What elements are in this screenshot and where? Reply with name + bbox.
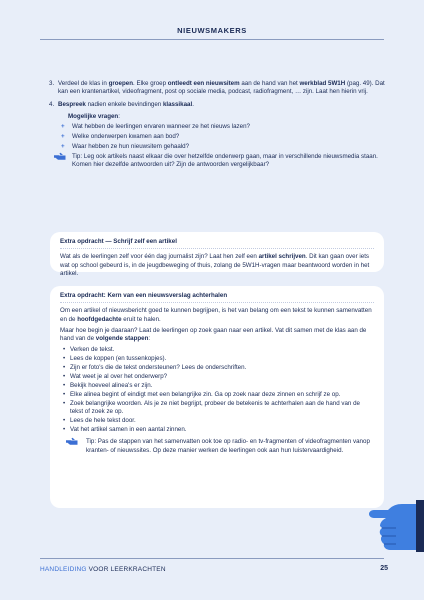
questions-heading-bold: Mogelijke vragen <box>68 112 119 120</box>
footer-label-rest: VOOR LEERKRACHTEN <box>88 566 166 573</box>
list-item: • Lees de hele tekst door. <box>70 417 374 425</box>
list-item: • Elke alinea begint of eindigt met een belangrijke zin. Ga op zoek naar deze zinnen en schrijf ze op. <box>70 391 374 399</box>
footer-label <box>40 566 166 573</box>
box-text: Maar hoe begin je daaraan? Laat de leerlingen op zoek gaan naar een artikel. Vat dit samen met de klas aan de hand van de <box>60 326 367 343</box>
box-divider <box>60 248 374 249</box>
list-item: • Wat weet je al over het onderwerp? <box>70 373 374 381</box>
footer-label-accent: HANDLEIDING <box>40 566 89 573</box>
list-item: + Welke onderwerpen kwamen aan bod? <box>72 133 388 141</box>
step-bold: Bespreek <box>58 100 86 108</box>
step-number: 4. <box>49 100 55 108</box>
header-title: NIEUWSMAKERS <box>177 26 247 35</box>
list-item: + Wat hebben de leerlingen ervaren wanneer ze het nieuws lazen? <box>72 123 388 131</box>
step-bold: groepen <box>108 80 133 87</box>
tip-note <box>60 438 374 455</box>
list-item: • Zijn er foto's die de tekst ondersteunen? Lees de onderschriften. <box>70 364 374 372</box>
list-item: • Bekijk hoeveel alinea's er zijn. <box>70 382 374 390</box>
step-text: aan de hand van het <box>239 80 300 87</box>
list-item: • Verken de tekst. <box>70 346 374 354</box>
steps-list <box>60 346 374 434</box>
box-text: Wat als de leerlingen zelf voor één dag journalist zijn? Laat hen zelf een <box>60 253 259 261</box>
questions-list <box>58 123 388 151</box>
step-number: 3. <box>49 80 55 87</box>
step-text: nadien enkele bevindingen <box>85 100 163 108</box>
step-text: Verdeel de klas in <box>58 80 109 87</box>
box-text: . Dit kan gaan over iets wat op school gebeurd is, in de jeugdbeweging of thuis, zolang de 5W1H-vragen maar beantwoord worden in het artikel. <box>60 253 370 277</box>
box-paragraph <box>60 307 374 324</box>
box-text: Om een artikel of nieuwsbericht goed te kunnen begrijpen, is het van belang om een tekst te kunnen samenvatten en de <box>60 307 372 323</box>
box-text: : <box>148 335 151 343</box>
step-text: (pag. 49). Dat kan een krantenartikel, videofragment, post op sociale media, podcast, radiofragment, … zijn. Laat hen hierin vrij. <box>58 80 385 96</box>
box-paragraph <box>60 327 374 344</box>
extra-assignment-box-core-of-news <box>50 286 384 508</box>
step-bold: werkblad 5W1H <box>299 80 346 87</box>
header-divider <box>40 39 384 40</box>
step-3 <box>49 80 388 97</box>
box-bold: hoofdgedachte <box>77 315 122 323</box>
list-item: • Zoek belangrijke woorden. Als je ze niet begrijpt, probeer de betekenis te achterhalen aan de hand van de tekst of zoek ze op. <box>70 400 374 417</box>
step-bold: klassikaal <box>162 100 193 108</box>
large-pointing-hand-icon <box>352 490 424 552</box>
list-item: • Lees de koppen (en tussenkopjes). <box>70 355 374 363</box>
questions-heading-colon: : <box>118 112 120 120</box>
pointing-hand-icon <box>54 152 66 161</box>
step-bold: ontleedt een nieuwsitem <box>167 80 240 87</box>
box-text: eruit te halen. <box>121 315 161 323</box>
pointing-hand-icon <box>66 437 78 446</box>
box-divider <box>60 302 374 303</box>
page-number: 25 <box>380 565 388 572</box>
step-text: . Elke groep <box>133 80 168 87</box>
box-bold: artikel schrijven <box>258 253 306 261</box>
box-title: Extra opdracht: Kern van een nieuwsverslag achterhalen <box>60 292 228 299</box>
step-4 <box>49 100 388 109</box>
box-title: Extra opdracht — Schrijf zelf een artikel <box>60 238 177 245</box>
footer-divider <box>40 558 384 559</box>
list-item: • Vat het artikel samen in een aantal zinnen. <box>70 426 374 434</box>
tip-text: Tip: Leg ook artikels naast elkaar die over hetzelfde onderwerp gaan, maar in verschillende nieuwsmedia staan. Komen hier dezelfde antwoorden uit? Zijn de antwoorden vergelijkbaar? <box>72 153 378 169</box>
questions-heading <box>68 113 388 121</box>
list-item: + Waar hebben ze hun nieuwsitem gehaald? <box>72 143 388 151</box>
header-banner-shape <box>0 0 424 26</box>
step-text: . <box>192 100 194 108</box>
tip-note <box>50 153 388 170</box>
main-content <box>49 80 388 170</box>
box-bold: volgende stappen <box>95 335 149 343</box>
page-header <box>0 0 424 26</box>
tip-text: Tip: Pas de stappen van het samenvatten ook toe op radio- en tv-fragmenten of videofragmenten vanop kranten- of nieuwssites. Op deze manier werken de leerlingen ook aan hun luistervaardigheid. <box>86 438 370 454</box>
box-paragraph <box>60 253 374 278</box>
extra-assignment-box-write-article <box>50 232 384 277</box>
